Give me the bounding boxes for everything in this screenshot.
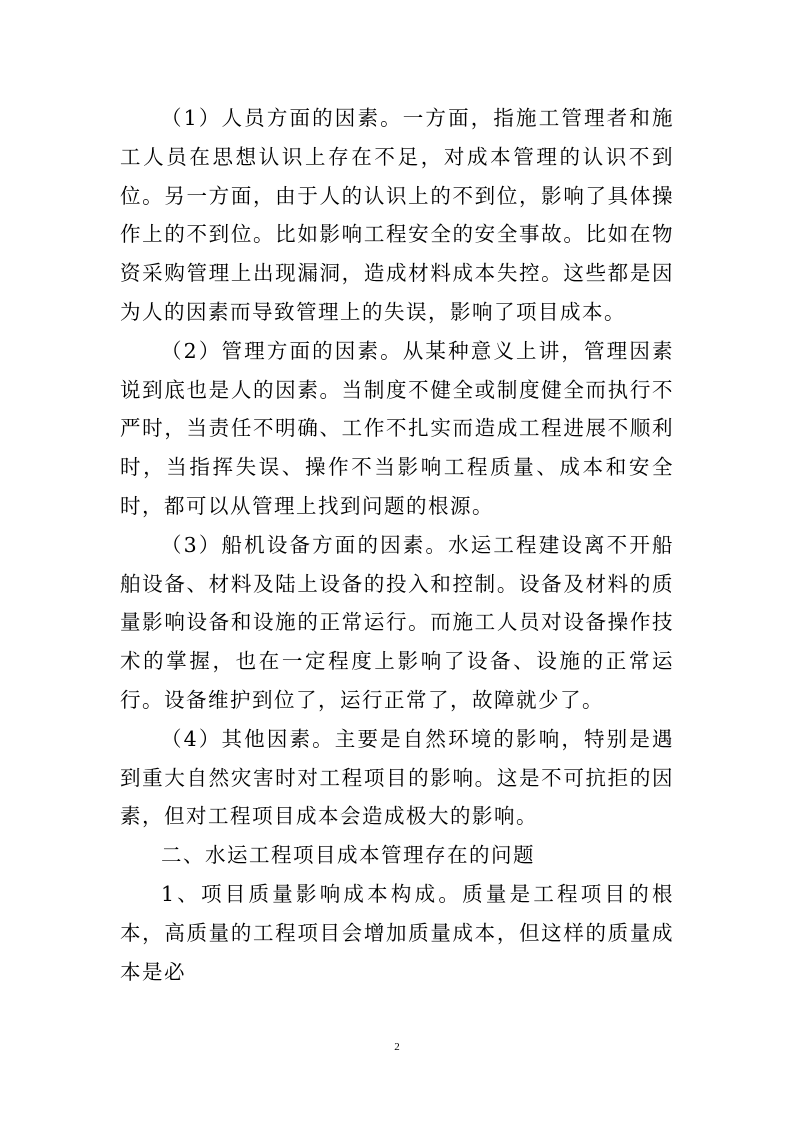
page-number: 2 bbox=[394, 1041, 400, 1053]
paragraph-equipment-factors: （3）船机设备方面的因素。水运工程建设离不开船舶设备、材料及陆上设备的投入和控制。设备及材料的质量影响设备和设施的正常运行。而施工人员对设备操作技术的掌握，也在一定程度上影响了设备、设施的正常运行。设备维护到位了，运行正常了，故障就少了。 bbox=[120, 532, 674, 712]
paragraph-quality-cost: 1、项目质量影响成本构成。质量是工程项目的根本，高质量的工程项目会增加质量成本，但这样的质量成本是必 bbox=[120, 881, 674, 984]
paragraph-other-factors: （4）其他因素。主要是自然环境的影响，特别是遇到重大自然灾害时对工程项目的影响。这是不可抗拒的因素，但对工程项目成本会造成极大的影响。 bbox=[120, 726, 674, 829]
paragraph-management-factors: （2）管理方面的因素。从某种意义上讲，管理因素说到底也是人的因素。当制度不健全或制度健全而执行不严时，当责任不明确、工作不扎实而造成工程进展不顺利时，当指挥失误、操作不当影响工程质量、成本和安全时，都可以从管理上找到问题的根源。 bbox=[120, 338, 674, 518]
section-heading: 二、水运工程项目成本管理存在的问题 bbox=[161, 843, 535, 868]
body-text bbox=[120, 99, 674, 991]
paragraph-personnel-factors: （1）人员方面的因素。一方面，指施工管理者和施工人员在思想认识上存在不足，对成本管理的认识不到位。另一方面，由于人的认识上的不到位，影响了具体操作上的不到位。比如影响工程安全的安全事故。比如在物资采购管理上出现漏洞，造成材料成本失控。这些都是因为人的因素而导致管理上的失误，影响了项目成本。 bbox=[120, 106, 674, 324]
